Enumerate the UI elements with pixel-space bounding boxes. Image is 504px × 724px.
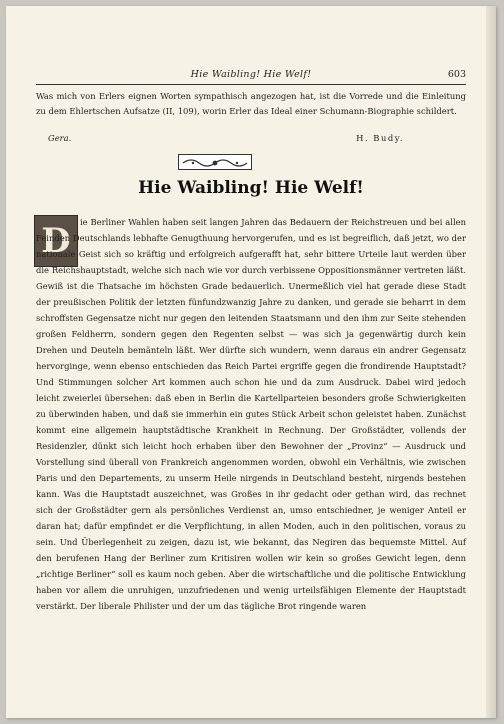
decorative-ornament-icon (178, 154, 252, 170)
previous-article-ending: Was mich von Erlers eignen Worten sympathisch angezogen hat, ist die Vorrede und die Einleitung zu dem Ehlertschen Aufsatze (II, 109), worin Erler das Ideal einer Schumann-Biographie schildert. (36, 91, 466, 116)
article-title: Hie Waibling! Hie Welf! (138, 178, 364, 198)
page-number: 603 (447, 69, 466, 80)
page-spine-shadow (486, 6, 496, 718)
article-paragraph: ie Berliner Wahlen haben seit langen Jahren das Bedauern der Reichstreuen und bei allen Feinden Deutschlands lebhafte Genugthuung hervorgerufen, und es ist begreiflich, daß jetzt, wo der nationale Geist sich so kräftig und erfolgreich aufgerafft hat, sehr bittere Urteile laut werden über die Reichshauptstadt, welche sich nach wie vor durch verbissene Oppositionsmänner vertreten läßt. Gewiß ist die Thatsache im höchsten Grade bedauerlich. Unermeßlich viel hat gerade diese Stadt der preußischen Politik der letzten fünfundzwanzig Jahre zu danken, und gerade sie beharrt in dem schroffsten Gegensatze nicht nur gegen den leitenden Staatsmann und den ihm zur Seite stehenden großen Feldherrn, sondern gegen den Regenten selbst — was sich ja gegenwärtig durch kein Drehen und Deuteln bemänteln läßt. Wer dürfte sich wundern, wenn daraus ein andrer Gegensatz hervorginge, wenn ebenso entschieden das Reich Partei ergriffe gegen die frondirende Hauptstadt? Und Stimmungen solcher Art kommen auch schon hie und da zum Ausdruck. Dabei wird jedoch leicht zweierlei übersehen: daß eben in Berlin die Kartellparteien besonders große Schwierigkeiten zu überwinden haben, und daß sie immerhin ein gutes Stück Arbeit schon geleistet haben. Zunächst kommt eine allgemein hauptstädtische Krankheit in Rechnung. Der Großstädter, vollends der Residenzler, dünkt sich leicht hoch erhaben über den Bewohner der „Provinz“ — Ausdruck und Vorstellung sind überall von Frankreich angenommen worden, obwohl ein Verhältnis, wie zwischen Paris und den Departements, zu unserm Heile nirgends in Deutschland besteht, nirgends bestehen kann. Was die Hauptstadt auszeichnet, was Großes in ihr gedacht oder gethan wird, das rechnet sich der Großstädter gern als persönliches Verdienst an, umso entschiedner, je weniger Anteil er daran hat; dafür empfindet er die Verpflichtung, in allen Moden, auch in den politischen, voraus zu sein. Und Überlegenheit zu zeigen, dazu ist, wie bekannt, das Negiren das bequemste Mittel. Auf den berufenen Hang der Berliner zum Kritisiren wollen wir kein so großes Gewicht legen, denn „richtige Berliner“ soll es kaum noch geben. Aber die wirtschaftliche und die politische Entwicklung haben vor allem die unruhigen, unzufriedenen und wenig urteilsfähigen Elemente der Hauptstadt verstärkt. Der liberale Philister und der um das tägliche Brot ringende waren (36, 217, 466, 611)
book-page (6, 6, 496, 718)
running-title: Hie Waibling! Hie Welf! (190, 69, 312, 80)
article-body (36, 214, 466, 614)
signoff-author: H. Budy. (356, 133, 404, 143)
signoff-place: Gera. (48, 133, 72, 143)
running-header (36, 69, 466, 85)
initial-letter: D (41, 221, 71, 261)
header-rule (36, 84, 466, 85)
